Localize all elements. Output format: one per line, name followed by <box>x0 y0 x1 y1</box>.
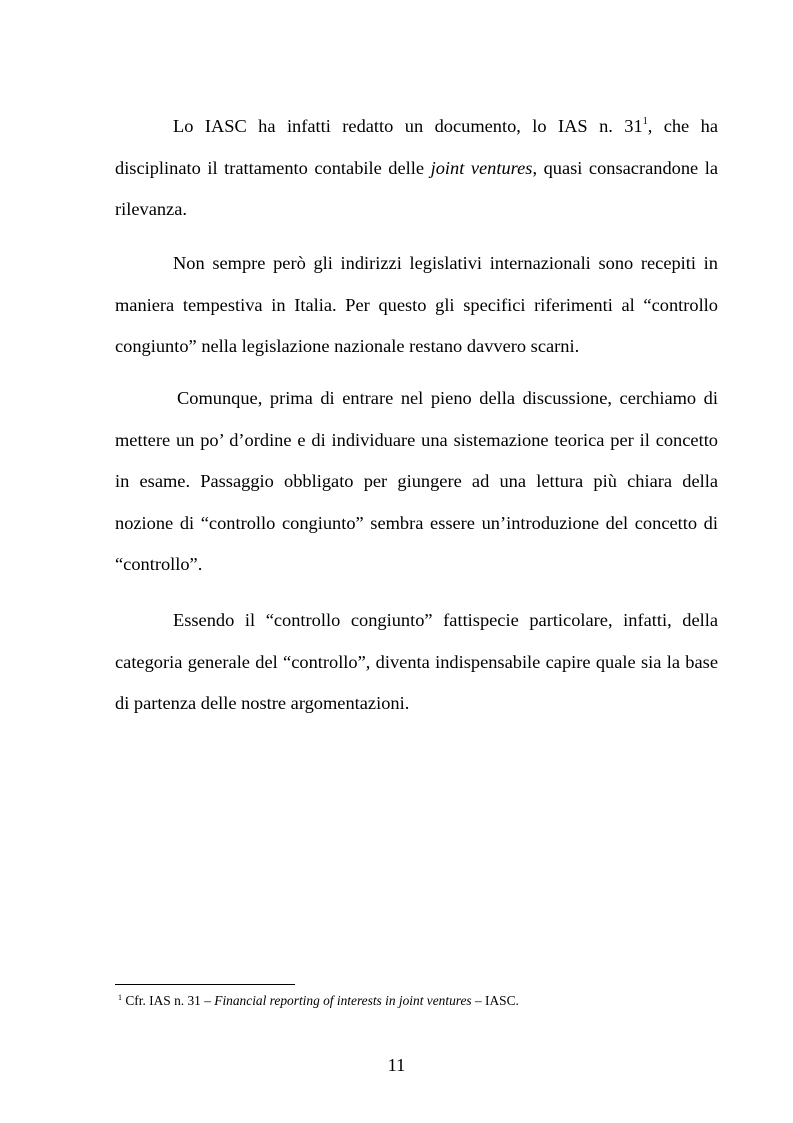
footnote-italic-title: Financial reporting of interests in joint ventures <box>214 993 472 1008</box>
paragraph-1 <box>115 106 718 231</box>
paragraph-3: Comunque, prima di entrare nel pieno della discussione, cerchiamo di mettere un po’ d’ordine e di individuare una sistemazione teorica per il concetto in esame. Passaggio obbligato per giungere ad una lettura più chiara della nozione di “controllo congiunto” sembra essere un’introduzione del concetto di “controllo”. <box>115 388 718 574</box>
footnote-separator <box>115 984 295 985</box>
paragraph-1-italic-term: joint ventures <box>430 157 533 178</box>
footnote-reference[interactable]: 1 <box>642 116 648 127</box>
footnote-text-start: Cfr. IAS n. 31 – <box>125 993 215 1008</box>
footnote-text-end: – IASC. <box>471 993 519 1008</box>
paragraph-4: Essendo il “controllo congiunto” fattispecie particolare, infatti, della categoria generale del “controllo”, diventa indispensabile capire quale sia la base di partenza delle nostre argomentazioni. <box>115 610 718 713</box>
page-number: 11 <box>387 1055 406 1075</box>
paragraph-1-text-start: Lo IASC ha infatti redatto un documento, lo IAS n. 31 <box>173 116 643 136</box>
footnote-number: 1 <box>118 993 122 1002</box>
paragraph-1-text-middle: , che ha disciplinato il trattamento contabile delle <box>115 116 718 178</box>
footnote <box>115 993 718 1009</box>
paragraph-2: Non sempre però gli indirizzi legislativi internazionali sono recepiti in maniera tempestiva in Italia. Per questo gli specifici riferimenti al “controllo congiunto” nella legislazione nazionale restano davvero scarni. <box>115 253 718 356</box>
paragraph-1-text-end: , quasi consacrandone la rilevanza. <box>115 157 719 219</box>
